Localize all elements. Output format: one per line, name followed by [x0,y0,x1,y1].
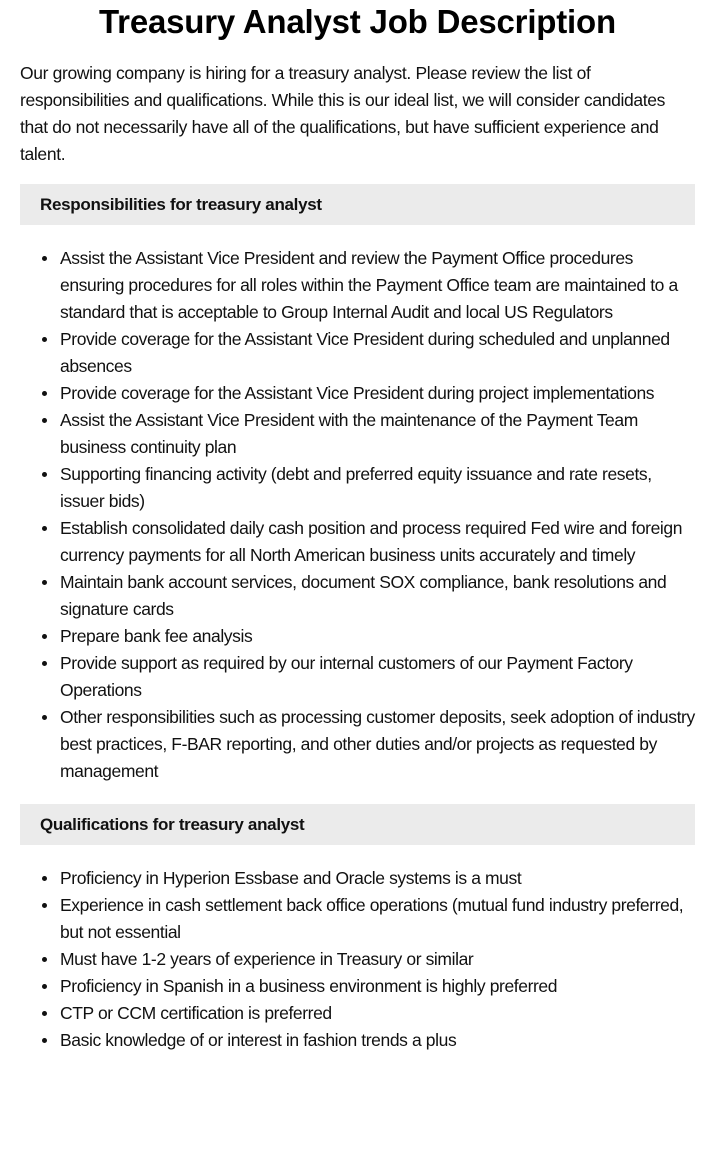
list-item: Provide support as required by our internal customers of our Payment Factory Operations [20,650,695,704]
page-title: Treasury Analyst Job Description [99,3,616,40]
list-item: Experience in cash settlement back office operations (mutual fund industry preferred, but not essential [20,892,695,946]
list-item: Establish consolidated daily cash position and process required Fed wire and foreign currency payments for all North American business units accurately and timely [20,515,695,569]
qualifications-list [20,865,695,1054]
qualifications-heading: Qualifications for treasury analyst [20,804,695,845]
responsibilities-heading: Responsibilities for treasury analyst [20,184,695,225]
list-item: Assist the Assistant Vice President and review the Payment Office procedures ensuring procedures for all roles within the Payment Office team are maintained to a standard that is acceptable to Group Internal Audit and local US Regulators [20,245,695,326]
list-item: Supporting financing activity (debt and preferred equity issuance and rate resets, issuer bids) [20,461,695,515]
responsibilities-list [20,245,695,785]
list-item: Basic knowledge of or interest in fashion trends a plus [20,1027,695,1054]
list-item: Prepare bank fee analysis [20,623,695,650]
intro-paragraph: Our growing company is hiring for a treasury analyst. Please review the list of responsibilities and qualifications. While this is our ideal list, we will consider candidates that do not necessarily have all of the qualifications, but have sufficient experience and talent. [20,63,666,164]
list-item: Provide coverage for the Assistant Vice President during project implementations [20,380,695,407]
list-item: Provide coverage for the Assistant Vice President during scheduled and unplanned absences [20,326,695,380]
list-item: Maintain bank account services, document SOX compliance, bank resolutions and signature cards [20,569,695,623]
list-item: CTP or CCM certification is preferred [20,1000,695,1027]
list-item: Other responsibilities such as processing customer deposits, seek adoption of industry best practices, F-BAR reporting, and other duties and/or projects as requested by management [20,704,695,785]
list-item: Proficiency in Hyperion Essbase and Oracle systems is a must [20,865,695,892]
list-item: Must have 1-2 years of experience in Treasury or similar [20,946,695,973]
list-item: Assist the Assistant Vice President with the maintenance of the Payment Team business continuity plan [20,407,695,461]
list-item: Proficiency in Spanish in a business environment is highly preferred [20,973,695,1000]
